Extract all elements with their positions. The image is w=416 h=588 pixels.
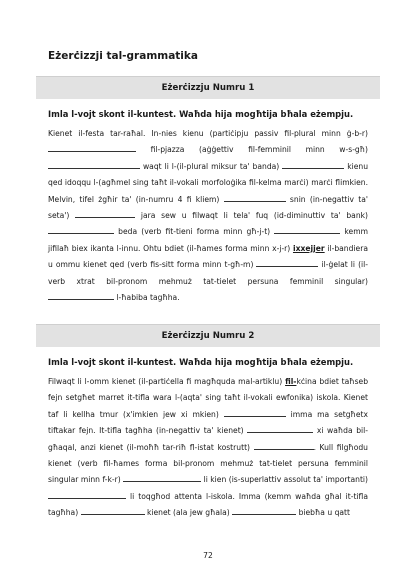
- ex1-blank-9[interactable]: [48, 291, 114, 300]
- ex1-text-3: waqt li l-(il-plural miksur ta' banda): [142, 161, 280, 171]
- ex2-text-4: xi waħda bil-għaqal, anzi kienet (il-moħħ tar-riħ fl-istat kostrutt): [48, 426, 368, 452]
- exercise-1: [36, 76, 380, 306]
- ex2-blank-3[interactable]: [254, 441, 314, 450]
- ex2-blank-4[interactable]: [123, 473, 201, 482]
- ex2-blank-1[interactable]: [224, 408, 286, 417]
- ex1-blank-5[interactable]: [75, 209, 135, 218]
- exercise-1-text: [48, 126, 368, 306]
- ex1-text-1: Kienet il-festa tar-raħal. In-nies kienu (partiċipju passiv fil-plural minn ġ-b-r): [48, 129, 368, 138]
- ex1-blank-1[interactable]: [48, 143, 136, 152]
- ex2-text-9: biebħa u qatt: [298, 508, 350, 518]
- ex1-text-7: beda (verb fit-tieni forma minn għ-j-t): [118, 227, 271, 237]
- ex2-text-2: kċina bdiet taħseb fejn setgħet marret it-tifla wara l-(aqta' sing taħt il-vokali ewfonika) iskola. Kienet taf li kellha tmur (x'imkien jew xi mkien): [48, 377, 369, 419]
- ex1-text-8: kemm jifilaħ biex ikanta l-innu. Ohtu bdiet (il-ħames forma minn x-j-r): [48, 227, 369, 253]
- ex1-blank-4[interactable]: [224, 193, 286, 202]
- ex1-text-5: snin (in-negattiv ta' seta'): [48, 194, 368, 221]
- exercise-2-text: [48, 374, 368, 522]
- exercise-1-instruction: Imla l-vojt skont il-kuntest. Waħda hija mogħtija bħala eżempju.: [48, 109, 354, 119]
- ex1-blank-2[interactable]: [48, 160, 140, 169]
- ex1-text-2: fil-pjazza (aġġettiv fil-femminil minn w-s-għ): [150, 145, 368, 155]
- ex1-text-11: l-ħabiba tagħha.: [116, 293, 180, 303]
- exercise-2-title: Eżerċizzju Numru 2: [36, 324, 380, 347]
- ex1-blank-7[interactable]: [274, 225, 340, 234]
- exercise-1-title: Eżerċizzju Numru 1: [36, 76, 380, 99]
- page-number: 72: [203, 551, 213, 560]
- exercise-2-instruction: Imla l-vojt skont il-kuntest. Waħda hija mogħtija bħala eżempju.: [48, 357, 354, 367]
- ex2-blank-5[interactable]: [48, 490, 126, 499]
- ex1-text-9: il-bandiera u ommu kienet qed (verb fis-sitt forma minn t-għ-m): [48, 243, 368, 270]
- ex2-text-6: li kien (is-superlattiv assolut ta' importanti): [203, 475, 369, 485]
- ex2-blank-6[interactable]: [81, 506, 145, 515]
- ex2-text-7: li toqgħod attenta l-iskola. Imma (kemm waħda għal it-tifla tagħha): [48, 491, 368, 518]
- ex2-text-1: Filwaqt li l-omm kienet (il-partiċella fi magħquda mal-artiklu): [48, 377, 283, 386]
- ex2-text-3: imma ma setgħetx tiftakar fejn. It-tifla tagħha (in-negattiv ta' kienet): [48, 409, 368, 436]
- section-heading: Eżerċizzji tal-grammatika: [48, 50, 198, 62]
- ex2-text-8: kienet (ala jew għala): [147, 508, 230, 518]
- ex2-blank-7[interactable]: [232, 506, 296, 515]
- ex1-text-4: kienu qed idoqqu l-(agħmel sing taħt il-vokali morfoloġika fil-kelma marċi) marċi flimkien. Melvin, tifel żgħir ta' (in-numru 4 fi kliem): [48, 161, 369, 204]
- ex2-example-answer: fil-: [285, 377, 297, 386]
- ex1-text-6: jara sew u filwaqt li tela' fuq (id-diminuttiv ta' bank): [140, 211, 369, 221]
- ex1-text-10: il-ġelat li (il-verb xtrat bil-pronom mehmuż tat-tielet persuna femminil singular): [48, 260, 368, 286]
- ex1-blank-6[interactable]: [48, 225, 114, 234]
- ex1-example-answer: ixxejjer: [292, 243, 325, 253]
- ex2-blank-2[interactable]: [247, 424, 313, 433]
- ex1-blank-3[interactable]: [282, 160, 344, 169]
- ex2-text-5: . Kull filgħodu kienet (verb fil-ħames forma bil-pronom mehmuż tat-tielet persuna femminil singular minn f-k-r): [48, 442, 368, 485]
- exercise-2: [36, 324, 380, 522]
- ex1-blank-8[interactable]: [256, 258, 318, 267]
